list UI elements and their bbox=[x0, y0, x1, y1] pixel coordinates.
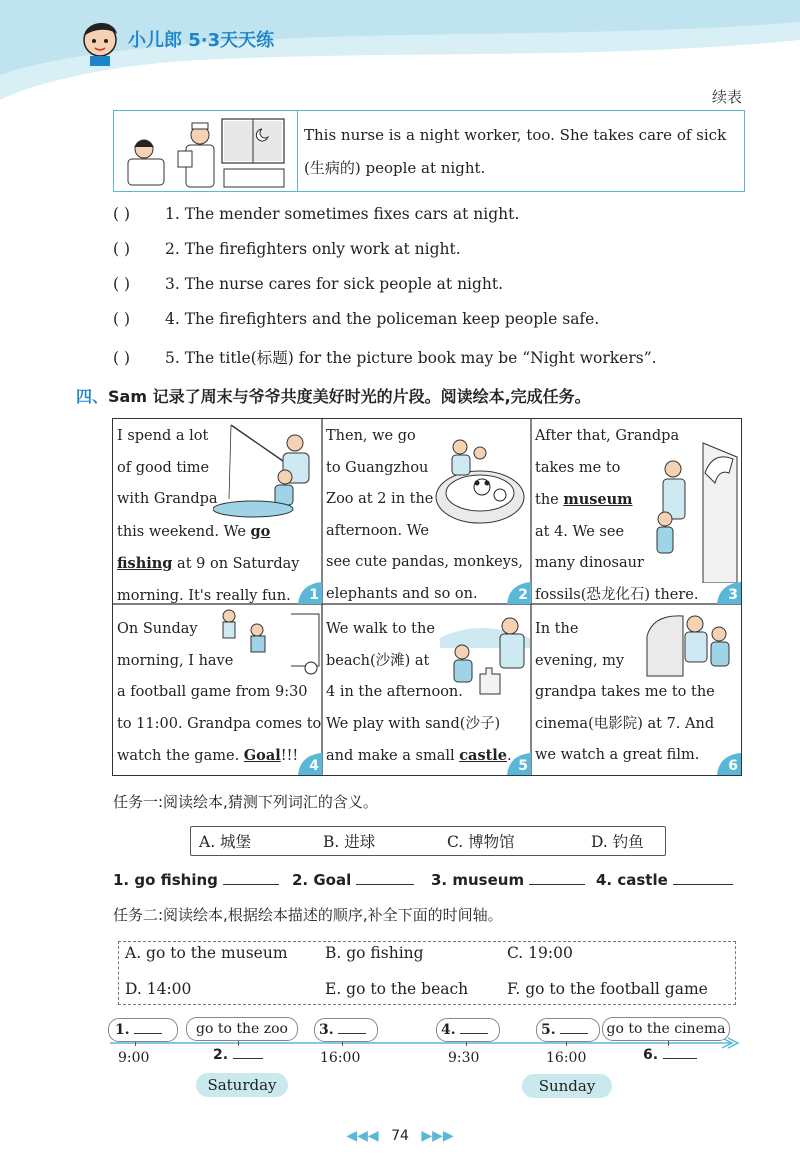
panel-line: with Grandpa bbox=[117, 491, 218, 507]
timeline-time: 16:00 bbox=[546, 1050, 587, 1066]
panel-line: After that, Grandpa bbox=[535, 428, 680, 444]
question-label: 3. museum bbox=[431, 871, 525, 889]
section-4-heading bbox=[76, 384, 591, 407]
slot-number: 2. bbox=[213, 1047, 229, 1063]
answer-blank[interactable] bbox=[356, 870, 414, 885]
story-panel bbox=[113, 419, 322, 604]
tf-item bbox=[113, 275, 503, 293]
task-1-title: 任务一:阅读绘本,猜测下列词汇的含义。 bbox=[113, 793, 378, 811]
left-arrows-icon: ◀◀◀ bbox=[346, 1128, 379, 1144]
question-label: 2. Goal bbox=[292, 871, 352, 889]
panel-line: evening, my bbox=[535, 652, 625, 669]
story-panel bbox=[531, 419, 741, 604]
continued-label: 续表 bbox=[711, 88, 742, 106]
option: F. go to the football game bbox=[507, 980, 708, 998]
task-2-options bbox=[118, 941, 736, 1005]
answer-paren[interactable]: ( ) bbox=[113, 240, 131, 258]
task-2-title: 任务二:阅读绘本,根据绘本描述的顺序,补全下面的时间轴。 bbox=[113, 906, 503, 924]
panel-text bbox=[117, 421, 299, 604]
panel-text bbox=[326, 421, 523, 604]
task-1-question bbox=[596, 870, 733, 889]
timeline-time: 9:00 bbox=[118, 1050, 150, 1066]
right-arrows-icon: ▶▶▶ bbox=[421, 1128, 454, 1144]
option: B. 进球 bbox=[323, 833, 376, 851]
answer-paren[interactable]: ( ) bbox=[113, 349, 131, 367]
section-number: 四、 bbox=[76, 387, 109, 406]
tf-item bbox=[113, 240, 461, 258]
page-number: 74 bbox=[391, 1128, 409, 1144]
slot-blank[interactable] bbox=[560, 1021, 588, 1034]
timeline-slot[interactable] bbox=[436, 1018, 500, 1042]
panel-line: cinema(电影院) at 7. And bbox=[535, 715, 715, 732]
day-label: Sunday bbox=[522, 1074, 612, 1098]
tf-text: 4. The firefighters and the policeman keep people safe. bbox=[165, 310, 600, 328]
panel-number-badge bbox=[298, 753, 322, 775]
day-label: Saturday bbox=[196, 1073, 288, 1097]
panel-line: grandpa takes me to the bbox=[535, 684, 715, 700]
tf-text: 2. The firefighters only work at night. bbox=[165, 240, 461, 258]
slot-number: 1. bbox=[115, 1022, 130, 1038]
panel-line: many dinosaur bbox=[535, 555, 644, 571]
panel-number-badge bbox=[507, 753, 531, 775]
panel-number-badge bbox=[507, 582, 531, 604]
slot-blank[interactable] bbox=[460, 1021, 488, 1034]
panel-line: In the bbox=[535, 621, 579, 637]
answer-blank[interactable] bbox=[223, 870, 279, 885]
slot-number: 4. bbox=[441, 1022, 456, 1038]
answer-paren[interactable]: ( ) bbox=[113, 205, 131, 223]
answer-paren[interactable]: ( ) bbox=[113, 310, 131, 328]
panel-number: 1 bbox=[309, 587, 319, 603]
slot-number: 6. bbox=[643, 1047, 659, 1063]
tf-text: 3. The nurse cares for sick people at night. bbox=[165, 275, 504, 293]
tf-text: 5. The title(标题) for the picture book may be “Night workers”. bbox=[165, 349, 657, 367]
panel-line: I spend a lot bbox=[117, 428, 209, 444]
panel-text bbox=[326, 614, 512, 773]
timeline-slot[interactable] bbox=[536, 1018, 600, 1042]
panel-line: beach(沙滩) at bbox=[326, 652, 430, 669]
panel-number: 4 bbox=[309, 758, 319, 774]
slot-blank[interactable] bbox=[233, 1046, 263, 1059]
question-label: 4. castle bbox=[596, 871, 668, 889]
tf-item bbox=[113, 346, 657, 368]
option: A. 城堡 bbox=[199, 833, 252, 851]
section-title: Sam 记录了周末与爷爷共度美好时光的片段。阅读绘本,完成任务。 bbox=[108, 387, 591, 406]
answer-blank[interactable] bbox=[529, 870, 585, 885]
panel-line: We walk to the bbox=[326, 621, 435, 637]
panel-line: at 4. We see bbox=[535, 523, 625, 540]
tf-item bbox=[113, 205, 519, 223]
answer-blank[interactable] bbox=[673, 870, 733, 885]
timeline-time: 9:30 bbox=[448, 1050, 480, 1066]
panel-line: to 11:00. Grandpa comes to bbox=[117, 715, 322, 732]
intro-text bbox=[304, 119, 744, 185]
timeline-slot[interactable] bbox=[108, 1018, 178, 1042]
panel-line: fishing at 9 on Saturday bbox=[117, 555, 300, 572]
boy-mascot-icon bbox=[74, 14, 126, 66]
task-1-question bbox=[113, 870, 279, 889]
timeline-given: go to the cinema bbox=[602, 1017, 730, 1041]
option: E. go to the beach bbox=[325, 980, 469, 998]
panel-line: afternoon. We bbox=[326, 522, 430, 539]
panel-text bbox=[117, 614, 321, 773]
panel-number: 5 bbox=[518, 758, 528, 774]
slot-blank[interactable] bbox=[663, 1046, 697, 1059]
brand-title: 小儿郎 5·3天天练 bbox=[128, 30, 275, 51]
timeline-slot[interactable] bbox=[213, 1046, 263, 1063]
panel-line: the museum bbox=[535, 491, 633, 508]
panel-number: 6 bbox=[728, 758, 738, 774]
panel-line: We play with sand(沙子) bbox=[326, 715, 501, 732]
panel-line: and make a small castle. bbox=[326, 747, 512, 764]
panel-number-badge bbox=[717, 753, 741, 775]
panel-number-badge bbox=[298, 582, 322, 604]
panel-number-badge bbox=[717, 582, 741, 604]
story-panel bbox=[322, 604, 531, 775]
option: A. go to the museum bbox=[125, 944, 288, 962]
task-1-options bbox=[190, 826, 666, 856]
slot-blank[interactable] bbox=[338, 1021, 366, 1034]
panel-line: to Guangzhou bbox=[326, 459, 429, 476]
task-1-question bbox=[431, 870, 585, 889]
panel-line: see cute pandas, monkeys, bbox=[326, 554, 523, 570]
tf-text: 1. The mender sometimes fixes cars at night. bbox=[165, 205, 520, 223]
panel-line: fossils(恐龙化石) there. bbox=[535, 586, 699, 603]
intro-line-2: (生病的) people at night. bbox=[304, 159, 486, 177]
panel-line: elephants and so on. bbox=[326, 585, 478, 602]
panel-text bbox=[535, 421, 699, 604]
option: C. 博物馆 bbox=[447, 833, 515, 851]
option: C. 19:00 bbox=[507, 944, 573, 962]
panel-line: a football game from 9:30 bbox=[117, 684, 308, 700]
tf-item bbox=[113, 310, 599, 328]
picture-book-grid bbox=[112, 418, 742, 776]
nurse-illustration bbox=[114, 111, 298, 191]
timeline-time: 16:00 bbox=[320, 1050, 361, 1066]
panel-line: morning, I have bbox=[117, 652, 234, 669]
panel-line: 4 in the afternoon. bbox=[326, 684, 463, 700]
option: B. go fishing bbox=[325, 944, 424, 962]
panel-number: 2 bbox=[518, 587, 528, 603]
option: D. 钓鱼 bbox=[591, 833, 644, 851]
story-panel bbox=[531, 604, 741, 775]
panel-line: Zoo at 2 in the bbox=[326, 491, 434, 507]
panel-line: this weekend. We go bbox=[117, 522, 271, 540]
panel-number: 3 bbox=[728, 587, 738, 603]
panel-line: we watch a great film. bbox=[535, 747, 700, 763]
panel-text bbox=[535, 614, 715, 772]
intro-row bbox=[113, 110, 745, 192]
timeline-slot[interactable] bbox=[314, 1018, 378, 1042]
question-label: 1. go fishing bbox=[113, 871, 218, 889]
timeline-slot[interactable] bbox=[643, 1046, 697, 1063]
page-footer bbox=[0, 1128, 800, 1144]
story-panel bbox=[113, 604, 322, 775]
panel-line: On Sunday bbox=[117, 621, 198, 637]
panel-line: morning. It's really fun. bbox=[117, 587, 291, 604]
panel-line: takes me to bbox=[535, 459, 621, 476]
option: D. 14:00 bbox=[125, 980, 192, 998]
panel-line: Then, we go bbox=[326, 428, 416, 444]
answer-paren[interactable]: ( ) bbox=[113, 275, 131, 293]
panel-line: watch the game. Goal!!! bbox=[117, 747, 299, 764]
story-panel bbox=[322, 419, 531, 604]
slot-number: 3. bbox=[319, 1022, 334, 1038]
slot-number: 5. bbox=[541, 1022, 556, 1038]
panel-line: of good time bbox=[117, 459, 210, 476]
slot-blank[interactable] bbox=[134, 1021, 162, 1034]
task-1-question bbox=[292, 870, 414, 889]
timeline-given: go to the zoo bbox=[186, 1017, 298, 1041]
intro-line-1: This nurse is a night worker, too. She takes care of sick bbox=[304, 126, 727, 144]
